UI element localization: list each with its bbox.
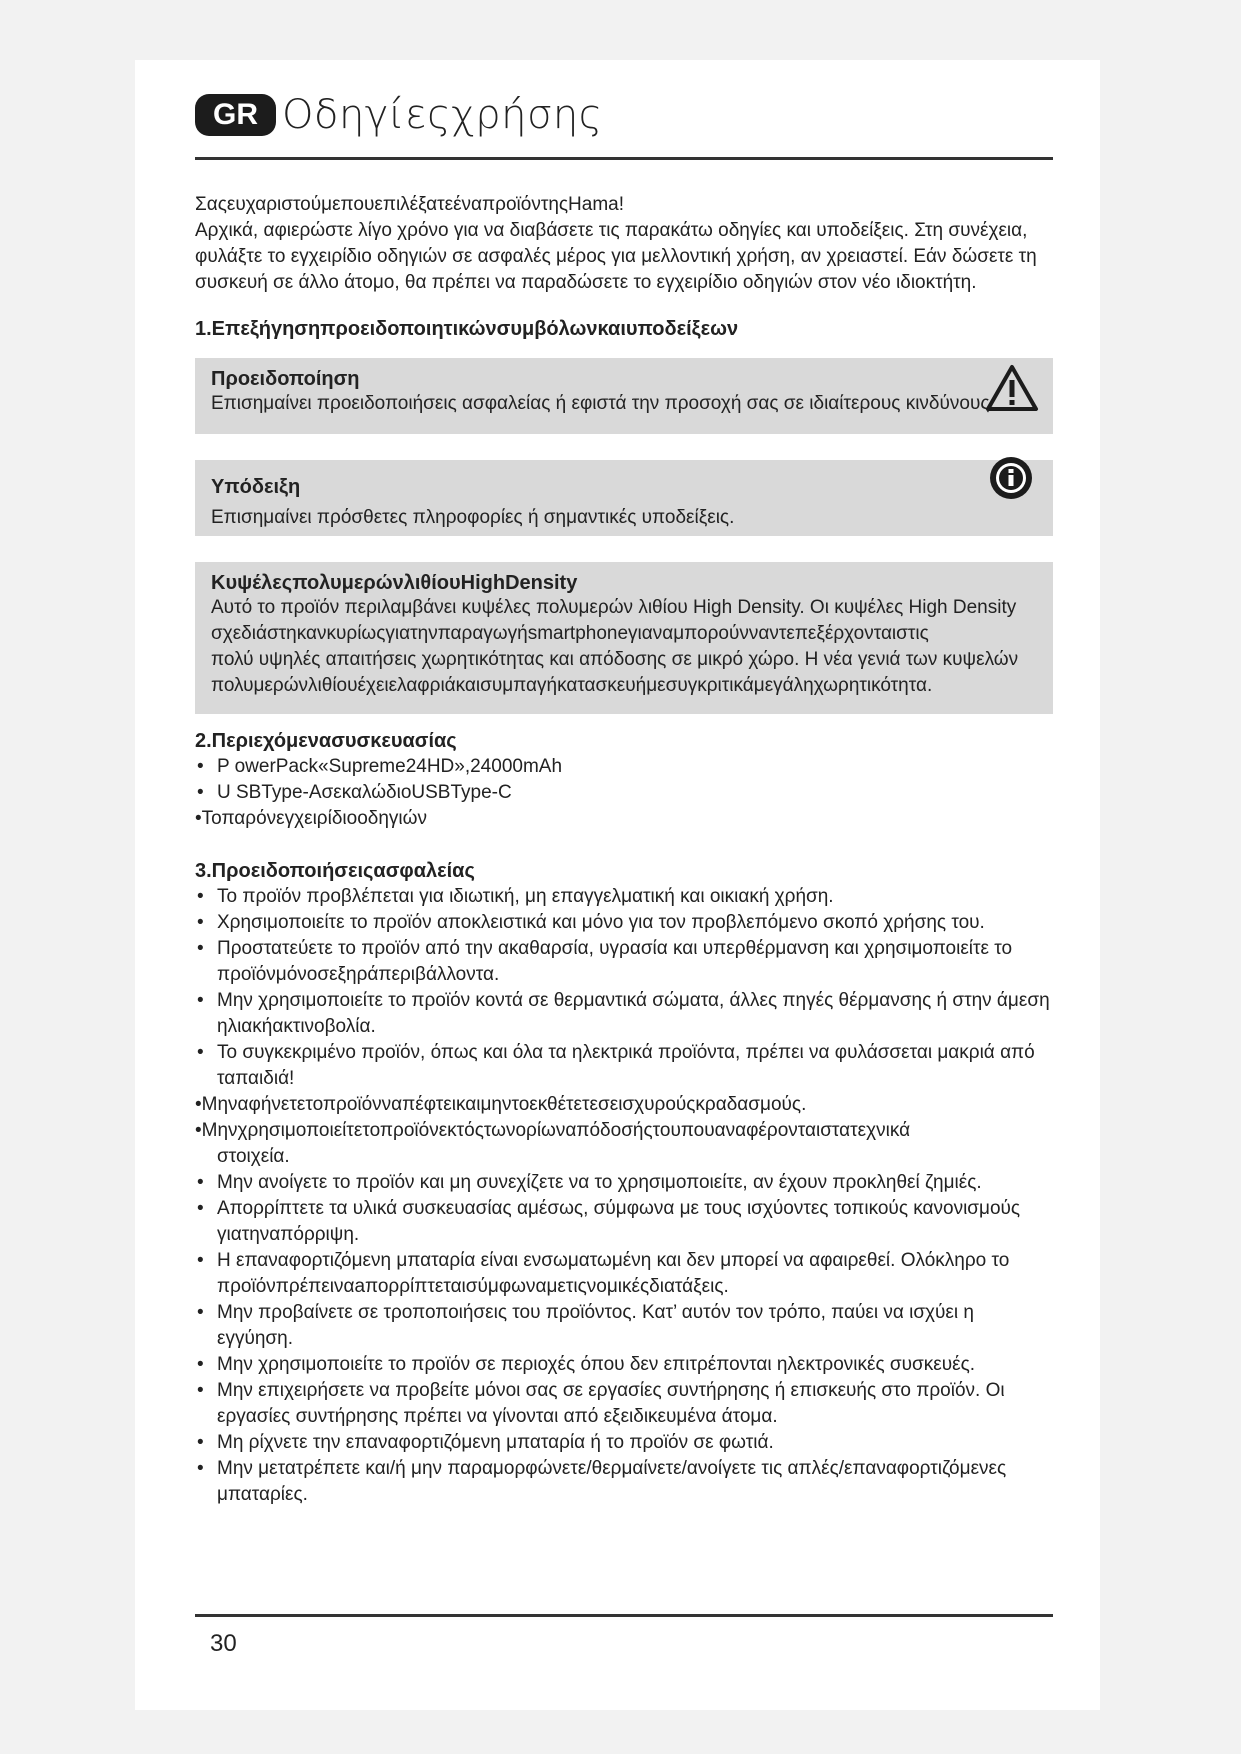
list-item-plain-cont: στοιχεία. — [217, 1146, 290, 1167]
cells-line1: Αυτό το προϊόν περιλαμβάνει κυψέλες πολυμερών λιθίου High Density. Οι κυψέλες High Density — [211, 597, 1017, 618]
section3 — [195, 858, 1053, 1508]
list-item: • Μην επιχειρήσετε να προβείτε μόνοι σας σε εργασίες συντήρησης ή επισκευής στο προϊόν. Οι εργασίες συντήρησης πρέπει να γίνονται από εξειδικευμένα άτομα. — [195, 1378, 1053, 1430]
warning-box — [195, 358, 1053, 434]
cells-line2: σχεδιάστηκανκυρίωςγιατηνπαραγωγήsmartphoneγιαναμπορούνναντεπεξέρχονταιστις — [211, 623, 929, 644]
section2 — [195, 728, 1053, 832]
list-item: • Η επαναφορτιζόμενη μπαταρία είναι ενσωματωμένη και δεν μπορεί να αφαιρεθεί. Ολόκληρο το προϊόνπρέπειναaπορρίπτεταισύμφωναμετιςνομικέςδιατάξεις. — [195, 1248, 1053, 1300]
cells-line4: πολυμερώνλιθίουέχειελαφριάκαισυμπαγήκατασκευήμεσυγκριτικάμεγάληχωρητικότητα. — [211, 675, 933, 696]
safety-list-b — [195, 1170, 1053, 1508]
warning-title: Προειδοποίηση — [211, 368, 360, 390]
hint-text: Επισημαίνει πρόσθετες πληροφορίες ή σημαντικές υποδείξεις. — [211, 507, 735, 528]
section1 — [195, 316, 1053, 342]
cells-line3: πολύ υψηλές απαιτήσεις χωρητικότητας και απόδοσης σε μικρό χώρο. Η νέα γενιά των κυψελών — [211, 649, 1019, 670]
page-title: Οδηγίεςχρήσης — [282, 92, 603, 138]
safety-list-a — [195, 884, 1053, 1092]
intro-thanks: ΣαςευχαριστούμεπουεπιλέξατεέναπροϊόντηςHama! — [195, 194, 625, 215]
list-item: • Προστατεύετε το προϊόν από την ακαθαρσία, υγρασία και υπερθέρμανση και χρησιμοποιείτε το προϊόνμόνοσεξηράπεριβάλλοντα. — [195, 936, 1053, 988]
list-item: • Μην χρησιμοποιείτε το προϊόν σε περιοχές όπου δεν επιτρέπονται ηλεκτρονικές συσκευές. — [195, 1352, 1053, 1378]
page-header — [195, 92, 603, 138]
list-item: • Μην χρησιμοποιείτε το προϊόν κοντά σε θερμαντικά σώματα, άλλες πηγές θέρμανσης ή στην άμεση ηλιακήακτινοβολία. — [195, 988, 1053, 1040]
package-contents-list — [195, 754, 1053, 806]
section2-heading: 2.Περιεχόμενασυσκευασίας — [195, 730, 457, 752]
warning-text: Επισημαίνει προειδοποιήσεις ασφαλείας ή εφιστά την προσοχή σας σε ιδιαίτερους κινδύνους. — [211, 393, 995, 414]
list-item: • Χρησιμοποιείτε το προϊόν αποκλειστικά και μόνο για τον προβλεπόμενο σκοπό χρήσης του. — [195, 910, 1053, 936]
hint-box — [195, 460, 1053, 536]
intro — [195, 192, 1053, 296]
section1-heading: 1.Επεξήγησηπροειδοποιητικώνσυμβόλωνκαιυποδείξεων — [195, 318, 739, 340]
list-item: • Το προϊόν προβλέπεται για ιδιωτική, μη επαγγελματική και οικιακή χρήση. — [195, 884, 1053, 910]
list-item: • Μην μετατρέπετε και/ή μην παραμορφώνετε/θερμαίνετε/ανοίγετε τις απλές/επαναφορτιζόμενες μπαταρίες. — [195, 1456, 1053, 1508]
language-badge: GR — [195, 94, 276, 136]
footer-rule — [195, 1614, 1053, 1617]
header-rule — [195, 157, 1053, 160]
list-item: • Το συγκεκριμένο προϊόν, όπως και όλα τα ηλεκτρικά προϊόντα, πρέπει να φυλάσσεται μακριά από ταπαιδιά! — [195, 1040, 1053, 1092]
info-icon — [987, 454, 1035, 507]
list-item-plain: •Μηναφήνετετοπροϊόνναπέφτεικαιμηντοεκθέτετεσεισχυρούςκραδασμούς. — [195, 1094, 807, 1115]
page-number: 30 — [210, 1630, 237, 1657]
cells-title: ΚυψέλεςπολυμερώνλιθίουHighDensity — [211, 572, 578, 594]
intro-text: Αρχικά, αφιερώστε λίγο χρόνο για να διαβάσετε τις παρακάτω οδηγίες και υποδείξεις. Στη συνέχεια, φυλάξτε το εγχειρίδιο οδηγιών σε ασφαλές μέρος για μελλοντική χρήση, αν χρειαστεί. Εάν δώσετε τη συσκευή σε άλλο άτομο, θα πρέπει να παραδώσετε το εγχειρίδιο οδηγιών στον νέο ιδιοκτήτη. — [195, 220, 1037, 293]
section3-heading: 3.Προειδοποιήσειςασφαλείας — [195, 860, 475, 882]
list-item: • Απορρίπτετε τα υλικά συσκευασίας αμέσως, σύμφωνα με τους ισχύοντες τοπικούς κανονισμούς γιατηναπόρριψη. — [195, 1196, 1053, 1248]
list-item-plain: •Τοπαρόνεγχειρίδιοοδηγιών — [195, 808, 427, 829]
list-item: • Μη ρίχνετε την επαναφορτιζόμενη μπαταρία ή το προϊόν σε φωτιά. — [195, 1430, 1053, 1456]
list-item: • U SBType-ΑσεκαλώδιοUSBType-C — [195, 780, 1053, 806]
hint-title: Υπόδειξη — [211, 476, 301, 498]
battery-cells-box — [195, 562, 1053, 714]
list-item-plain: •Μηνχρησιμοποιείτετοπροϊόνεκτόςτωνορίωναπόδοσήςτουπουαναφέρονταιστατεχνικά — [195, 1120, 911, 1141]
list-item: • P owerPack«Supreme24HD»,24000mAh — [195, 754, 1053, 780]
list-item: • Μην ανοίγετε το προϊόν και μη συνεχίζετε να το χρησιμοποιείτε, αν έχουν προκληθεί ζημιές. — [195, 1170, 1053, 1196]
list-item: • Μην προβαίνετε σε τροποποιήσεις του προϊόντος. Κατ’ αυτόν τον τρόπο, παύει να ισχύει η εγγύηση. — [195, 1300, 1053, 1352]
warning-triangle-icon — [985, 364, 1039, 417]
